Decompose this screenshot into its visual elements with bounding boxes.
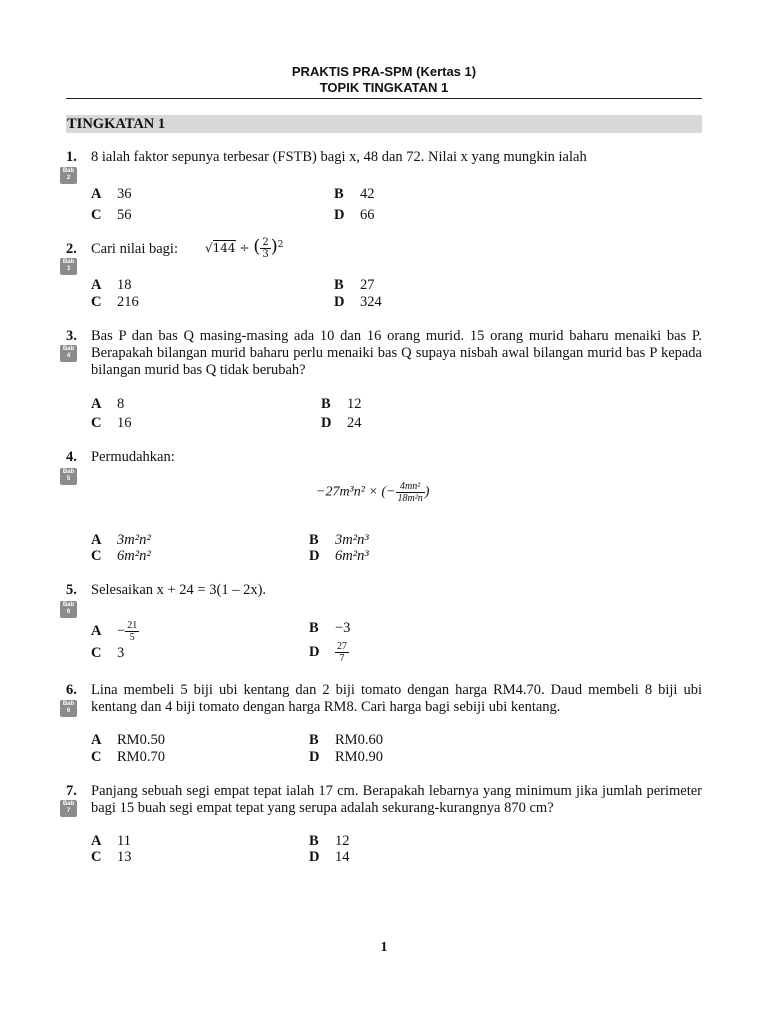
option-letter: C xyxy=(91,207,102,223)
option-letter: D xyxy=(309,749,320,765)
option-b[interactable] xyxy=(309,532,369,549)
option-letter: A xyxy=(91,186,102,202)
fraction xyxy=(335,641,349,664)
question-number: 7. xyxy=(66,783,77,799)
option-b[interactable] xyxy=(309,620,350,637)
option-letter: A xyxy=(91,532,102,548)
algebra-expression xyxy=(316,481,429,504)
option-letter: B xyxy=(309,732,319,748)
option-value: 13 xyxy=(117,849,132,865)
bab-badge xyxy=(60,468,77,485)
option-value: 3 xyxy=(117,645,125,661)
option-value: 324 xyxy=(360,294,382,310)
option-b[interactable] xyxy=(321,396,362,413)
root-expression: √144 ÷ ( $\frac{2}{3}$ )$^2$ xyxy=(205,236,284,260)
bab-badge xyxy=(60,258,77,275)
option-value: 216 xyxy=(117,294,139,310)
close-paren: ) xyxy=(270,236,278,257)
option-a[interactable] xyxy=(91,186,132,203)
option-b[interactable] xyxy=(309,833,350,850)
denominator: 5 xyxy=(129,632,135,643)
fraction xyxy=(396,481,425,504)
option-a[interactable] xyxy=(91,732,165,749)
denominator: 3 xyxy=(262,249,269,260)
bab-badge xyxy=(60,601,77,618)
option-value: 24 xyxy=(347,415,362,431)
option-c[interactable] xyxy=(91,849,132,866)
option-value: 16 xyxy=(117,415,132,431)
bab-label: Bab xyxy=(62,259,75,265)
option-letter: D xyxy=(321,415,332,431)
expression-right: ) xyxy=(424,484,430,500)
option-value: RM0.60 xyxy=(335,732,383,748)
exponent: 2 xyxy=(277,240,284,250)
bab-badge xyxy=(60,800,77,817)
header-title: PRAKTIS PRA-SPM (Kertas 1) xyxy=(291,64,477,79)
expression-left: −27m³n² × (− xyxy=(316,484,396,500)
option-a[interactable] xyxy=(91,620,139,643)
header-rule xyxy=(66,98,702,99)
bab-number: 2 xyxy=(66,175,71,181)
option-letter: C xyxy=(91,749,102,765)
option-letter: B xyxy=(309,620,319,636)
question-stem: Permudahkan: xyxy=(91,449,175,465)
option-d[interactable] xyxy=(309,749,383,766)
option-value: RM0.70 xyxy=(117,749,165,765)
option-letter: C xyxy=(91,645,102,661)
option-value: 36 xyxy=(117,186,132,202)
option-value: RM0.90 xyxy=(335,749,383,765)
option-letter: A xyxy=(91,622,102,639)
bab-label: Bab xyxy=(62,801,75,807)
option-letter: C xyxy=(91,415,102,431)
question-number: 2. xyxy=(66,241,77,257)
option-letter: C xyxy=(91,294,102,310)
option-value: 6m²n³ xyxy=(335,548,369,564)
option-c[interactable] xyxy=(91,749,165,766)
option-letter: B xyxy=(309,833,319,849)
option-value: RM0.50 xyxy=(117,732,165,748)
option-a[interactable] xyxy=(91,532,151,549)
open-paren: ( xyxy=(253,236,261,257)
option-c[interactable] xyxy=(91,294,139,311)
bab-number: 6 xyxy=(66,609,71,615)
option-value: 14 xyxy=(335,849,350,865)
fraction xyxy=(260,237,270,260)
option-value: 27 xyxy=(360,277,375,293)
numerator: 4mn² xyxy=(396,481,425,493)
option-c[interactable] xyxy=(91,207,132,224)
option-value: 11 xyxy=(117,833,131,849)
bab-badge xyxy=(60,167,77,184)
option-a[interactable] xyxy=(91,833,131,850)
option-value: 12 xyxy=(335,833,350,849)
option-value: 18 xyxy=(117,277,132,293)
option-letter: D xyxy=(334,294,345,310)
bab-label: Bab xyxy=(62,602,75,608)
bab-number: 3 xyxy=(66,266,71,272)
option-b[interactable] xyxy=(309,732,383,749)
option-d[interactable] xyxy=(309,849,350,866)
option-letter: A xyxy=(91,833,102,849)
bab-badge xyxy=(60,345,77,362)
option-value: −3 xyxy=(335,620,351,636)
header-subtitle: TOPIK TINGKATAN 1 xyxy=(319,80,449,95)
divide-sign: ÷ xyxy=(239,241,250,255)
option-letter: D xyxy=(334,207,345,223)
bab-number: 6 xyxy=(66,708,71,714)
option-letter: C xyxy=(91,548,102,564)
option-b[interactable] xyxy=(334,186,375,203)
option-b[interactable] xyxy=(334,277,375,294)
question-stem: 8 ialah faktor sepunya terbesar (FSTB) bagi x, 48 dan 72. Nilai x yang mungkin ialah xyxy=(91,149,587,165)
option-value: 3m²n³ xyxy=(335,532,369,548)
numerator: 21 xyxy=(127,620,138,631)
option-a[interactable] xyxy=(91,396,124,413)
bab-number: 5 xyxy=(66,476,71,482)
option-c[interactable] xyxy=(91,415,132,432)
option-letter: B xyxy=(309,532,319,548)
option-sign: − xyxy=(117,622,126,639)
option-c[interactable] xyxy=(91,645,124,662)
question-number: 1. xyxy=(66,149,77,165)
option-letter: B xyxy=(334,277,344,293)
bab-label: Bab xyxy=(62,346,75,352)
option-value: 12 xyxy=(347,396,362,412)
bab-badge xyxy=(60,700,77,717)
question-stem: Selesaikan x + 24 = 3(1 – 2x). xyxy=(91,582,267,598)
option-letter: A xyxy=(91,396,102,412)
option-letter: D xyxy=(309,849,320,865)
question-number: 3. xyxy=(66,328,77,344)
numerator: 2 xyxy=(262,237,269,248)
option-a[interactable] xyxy=(91,277,132,294)
option-letter: D xyxy=(309,548,320,564)
page-number: 1 xyxy=(380,940,388,955)
fraction xyxy=(125,620,139,643)
option-d[interactable] xyxy=(334,294,382,311)
bab-label: Bab xyxy=(62,168,75,174)
option-letter: B xyxy=(321,396,331,412)
radicand: 144 xyxy=(212,241,236,255)
option-value: 66 xyxy=(360,207,375,223)
question-stem: Cari nilai bagi: xyxy=(91,241,178,257)
question-number: 5. xyxy=(66,582,77,598)
denominator: 7 xyxy=(339,653,345,664)
option-value: 3m²n² xyxy=(117,532,151,548)
option-value: 56 xyxy=(117,207,132,223)
section-band: TINGKATAN 1 xyxy=(66,115,702,133)
bab-number: 7 xyxy=(66,808,71,814)
option-c[interactable] xyxy=(91,548,151,565)
bab-label: Bab xyxy=(62,701,75,707)
option-letter: B xyxy=(334,186,344,202)
bab-number: 4 xyxy=(66,353,71,359)
option-d[interactable] xyxy=(309,548,369,565)
option-value: 42 xyxy=(360,186,375,202)
option-letter: C xyxy=(91,849,102,865)
bab-label: Bab xyxy=(62,469,75,475)
question-stem: Bas P dan bas Q masing-masing ada 10 dan 16 orang murid. 15 orang murid baharu menaiki bas P. Berapakah bilangan murid baharu perlu menaiki bas Q supaya nisbah awal bilangan murid bas P kepada bilangan murid bas Q tidak berubah? xyxy=(91,328,702,378)
numerator: 27 xyxy=(337,641,347,652)
option-letter: A xyxy=(91,277,102,293)
question-number: 4. xyxy=(66,449,77,465)
option-letter: A xyxy=(91,732,102,748)
question-stem: Panjang sebuah segi empat tepat ialah 17 cm. Berapakah lebarnya yang minimum jika jumlah perimeter bagi 15 buah segi empat tepat yang serupa adalah sekurang-kurangnya 870 cm? xyxy=(91,783,702,816)
denominator: 18m²n xyxy=(397,493,423,504)
option-value: 6m²n² xyxy=(117,548,151,564)
option-letter: D xyxy=(309,643,320,660)
question-number: 6. xyxy=(66,682,77,698)
option-d[interactable] xyxy=(334,207,375,224)
option-d[interactable] xyxy=(309,641,349,664)
question-stem: Lina membeli 5 biji ubi kentang dan 2 biji tomato dengan harga RM4.70. Daud membeli 8 biji ubi kentang dan 4 biji tomato dengan harga RM8. Cari harga bagi sebiji ubi kentang. xyxy=(91,682,702,715)
option-value: 8 xyxy=(117,396,125,412)
option-d[interactable] xyxy=(321,415,362,432)
